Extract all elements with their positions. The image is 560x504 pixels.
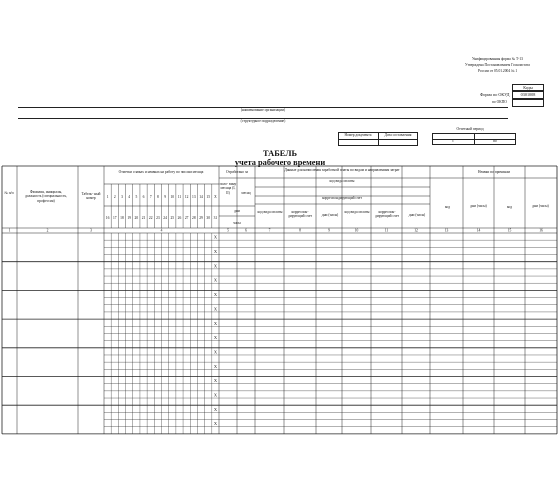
okud-code: 0301008 (520, 92, 536, 97)
day-number: 3 (121, 195, 123, 199)
day-number: 6 (142, 195, 145, 199)
col-num-header: № п/п (4, 191, 14, 195)
worked-days-label: дни (234, 209, 240, 213)
day-number: 11 (177, 195, 182, 199)
day-number: 31 (213, 216, 218, 220)
x-mark: X (213, 277, 217, 283)
x-mark: X (213, 406, 217, 412)
column-number: 10 (354, 228, 359, 233)
day-number: 15 (206, 195, 211, 199)
day-number: 24 (163, 216, 167, 220)
column-number: 4 (160, 228, 163, 233)
x-mark: X (213, 320, 217, 326)
column-number: 9 (328, 228, 330, 233)
column-number: 16 (539, 228, 543, 233)
day-number: 19 (127, 216, 131, 220)
day-number: 21 (141, 216, 146, 220)
paycode-sub-2: код вида оплаты (344, 210, 370, 214)
form-approval-line: Утверждена Постановлением Госкомстата (465, 63, 530, 67)
column-number: 5 (227, 228, 229, 233)
period-label: Отчетный период (456, 127, 484, 131)
day-number: 13 (192, 195, 196, 199)
half-month-header: поло- вину месяца (I, II) (219, 182, 237, 195)
x-mark: X (213, 306, 217, 312)
column-number: 2 (46, 228, 49, 233)
form-number-line: Унифицированная форма № Т-13 (472, 57, 523, 61)
day-number: 26 (177, 216, 182, 220)
day-number: X (214, 195, 217, 199)
day-number: 1 (106, 195, 109, 199)
absence-code-1: код (444, 205, 451, 209)
paycode-sub-1: код вида оплаты (257, 210, 283, 214)
column-number: 12 (414, 228, 418, 233)
column-number: 6 (245, 228, 247, 233)
column-number: 7 (268, 228, 271, 233)
worked-header: Отработано за (225, 170, 249, 174)
x-mark: X (213, 292, 217, 298)
day-number: 22 (148, 216, 153, 220)
absence-code-2: код (506, 205, 513, 209)
corr-sub-2: корреспон- дирующий счет (375, 210, 399, 219)
payroll-header: Данные для начисления заработной платы по видам и направлениям затрат (284, 168, 400, 172)
okud-label: Форма по ОКУД (480, 92, 510, 97)
day-number: 5 (135, 195, 138, 199)
day-number: 7 (149, 195, 152, 199)
month-header: месяц (241, 191, 251, 195)
x-mark: X (213, 349, 217, 355)
doc-number-label: Номер документа (344, 133, 372, 137)
day-number: 2 (113, 195, 116, 199)
doc-date-label: Дата составления (384, 133, 412, 137)
day-number: 12 (184, 195, 189, 199)
day-number: 23 (156, 216, 160, 220)
codes-label: Коды (523, 84, 533, 90)
col-marks-header: Отметки о явках и неявках на работу по числам месяца (118, 170, 204, 174)
column-number: 1 (8, 228, 11, 233)
x-mark: X (213, 335, 217, 341)
form-subtitle: учета рабочего времени (234, 158, 326, 167)
day-number: 20 (134, 216, 139, 220)
worked-hours-label: часы (233, 221, 241, 225)
day-number: 18 (120, 216, 124, 220)
column-number: 14 (476, 228, 481, 233)
x-mark: X (213, 263, 217, 269)
day-number: 16 (105, 216, 110, 220)
period-from-label: с (452, 139, 454, 143)
corr-account-header: корреспондирующий счет (322, 196, 362, 200)
day-number: 9 (164, 195, 166, 199)
dept-caption: (структурное подразделение) (240, 119, 286, 123)
form-title: ТАБЕЛЬ (262, 149, 297, 158)
x-mark: X (213, 363, 217, 369)
x-mark: X (213, 249, 217, 255)
days-hours-sub-1: дни (часы) (321, 213, 339, 217)
org-caption: (наименование организации) (240, 108, 286, 112)
day-number: 29 (199, 216, 203, 220)
absence-header: Неявки по причинам (478, 170, 510, 174)
column-number: 13 (444, 228, 449, 233)
x-mark: X (213, 378, 217, 384)
day-number: 10 (170, 195, 175, 199)
days-hours-sub-2: дни (часы) (408, 213, 426, 217)
column-number: 11 (384, 228, 389, 233)
day-number: 8 (157, 195, 159, 199)
paycode-header: код вида оплаты (329, 179, 355, 183)
day-number: 25 (170, 216, 175, 220)
day-number: 30 (206, 216, 211, 220)
col-tab-header: Табель- ный номер (81, 192, 101, 201)
day-number: 14 (199, 195, 203, 199)
absence-days-1: дни (часы) (470, 204, 487, 208)
x-mark: X (213, 421, 217, 427)
day-number: 17 (112, 216, 117, 220)
period-to-label: по (493, 139, 497, 143)
column-number: 3 (90, 228, 92, 233)
form-date-line: России от 05.01.2004 № 1 (478, 69, 518, 73)
corr-sub-1: корреспон- дирующий счет (288, 210, 312, 219)
day-number: 28 (192, 216, 196, 220)
col-name-header: Фамилия, инициалы, должность (специальность, профессия) (24, 190, 68, 203)
x-mark: X (213, 234, 217, 240)
column-number: 15 (507, 228, 512, 233)
x-mark: X (213, 392, 217, 398)
okpo-label: по ОКПО (492, 100, 507, 104)
day-number: 27 (184, 216, 189, 220)
column-number: 8 (299, 228, 301, 233)
day-number: 4 (128, 195, 131, 199)
absence-days-2: дни (часы) (532, 204, 549, 208)
